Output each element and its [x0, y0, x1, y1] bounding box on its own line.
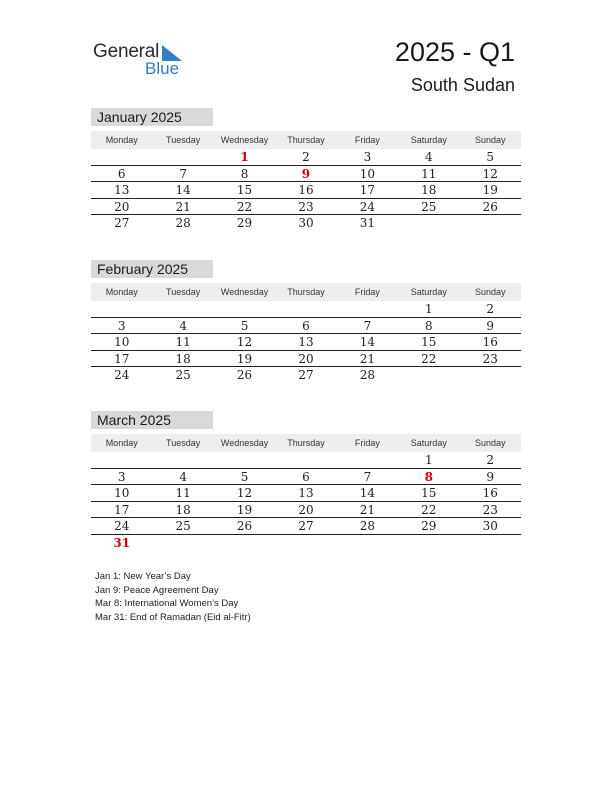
day-cell: 1	[425, 453, 433, 467]
holiday-entry: Jan 9: Peace Agreement Day	[95, 584, 219, 596]
weekday-label: Saturday	[410, 135, 447, 145]
weekday-label: Wednesday	[220, 135, 269, 145]
day-cell: 4	[179, 469, 187, 484]
day-cell: 11	[175, 486, 191, 500]
week-row	[91, 182, 521, 199]
weekday-header-row	[91, 283, 521, 301]
day-cell: 6	[302, 318, 310, 333]
day-cell: 25	[175, 368, 191, 382]
weekday-label: Monday	[105, 135, 138, 145]
day-cell: 8	[240, 166, 249, 181]
day-cell: 7	[179, 166, 187, 181]
day-cell: 28	[359, 519, 376, 533]
week-row	[91, 367, 521, 384]
weekday-label: Thursday	[287, 135, 325, 145]
empty-day-cell	[91, 149, 152, 165]
day-cell: 21	[359, 502, 376, 517]
weekday-label: Sunday	[474, 287, 506, 297]
day-cell: 26	[482, 199, 498, 214]
day-cell: 2	[486, 453, 495, 467]
empty-day-cell	[152, 535, 213, 552]
empty-day-cell	[275, 452, 336, 468]
day-cell: 12	[482, 166, 498, 181]
weekday-label: Saturday	[410, 438, 447, 448]
generalblue-logo	[93, 41, 193, 79]
week-row	[91, 166, 521, 183]
weekday-label: Tuesday	[166, 438, 201, 448]
weekday-label: Friday	[354, 287, 380, 297]
empty-day-cell	[398, 215, 459, 232]
week-row	[91, 215, 521, 232]
holiday-list	[95, 570, 251, 624]
day-cell: 22	[421, 502, 437, 517]
month-name: March 2025	[91, 411, 213, 429]
logo-general-text: General	[93, 41, 160, 62]
day-cell: 16	[298, 183, 314, 197]
day-cell: 30	[482, 519, 498, 533]
week-row	[91, 334, 521, 351]
day-cell: 13	[298, 335, 314, 349]
week-row	[91, 301, 521, 318]
empty-day-cell	[337, 535, 398, 552]
empty-day-cell	[275, 535, 336, 552]
empty-day-cell	[152, 149, 213, 165]
day-cell: 3	[363, 150, 372, 164]
empty-day-cell	[152, 301, 213, 317]
weekday-label: Thursday	[287, 438, 325, 448]
weekday-label: Sunday	[474, 135, 506, 145]
month-name: February 2025	[91, 260, 213, 278]
week-row	[91, 485, 521, 502]
weekday-label: Tuesday	[166, 135, 201, 145]
day-cell: 18	[421, 183, 437, 197]
empty-day-cell	[91, 301, 152, 317]
day-cell: 17	[114, 502, 130, 517]
weekday-label: Friday	[354, 135, 380, 145]
holiday-entry: Jan 1: New Year’s Day	[95, 571, 191, 582]
empty-day-cell	[337, 301, 398, 317]
empty-day-cell	[460, 535, 521, 552]
week-row	[91, 518, 521, 535]
day-cell: 12	[236, 335, 253, 349]
weekday-header-row	[91, 434, 521, 452]
day-cell: 5	[486, 150, 495, 164]
week-row	[91, 469, 521, 486]
day-cell: 27	[298, 368, 314, 382]
day-cell: 9	[486, 469, 495, 484]
country-subtitle: South Sudan	[410, 75, 515, 95]
weekday-label: Tuesday	[166, 287, 201, 297]
day-cell: 7	[363, 318, 372, 333]
day-cell: 3	[117, 318, 126, 333]
day-cell: 23	[482, 351, 498, 366]
empty-day-cell	[214, 535, 275, 552]
holiday-entry: Mar 31: End of Ramadan (Eid al-Fitr)	[95, 611, 251, 623]
day-cell: 23	[482, 502, 498, 517]
day-cell: 8	[425, 318, 433, 333]
empty-day-cell	[460, 215, 521, 232]
day-cell: 11	[421, 166, 437, 181]
day-cell: 17	[114, 351, 130, 366]
day-cell: 4	[179, 318, 187, 333]
day-cell: 24	[114, 368, 130, 382]
day-cell: 19	[236, 351, 253, 366]
month-january	[91, 108, 521, 232]
day-cell: 24	[114, 519, 130, 533]
day-cell: 20	[298, 502, 314, 517]
day-cell: 24	[359, 199, 376, 214]
day-cell: 26	[236, 519, 253, 533]
week-row	[91, 502, 521, 519]
weekday-label: Monday	[105, 438, 138, 448]
day-cell: 29	[236, 216, 253, 230]
day-cell: 29	[421, 519, 437, 533]
day-cell: 23	[298, 199, 314, 214]
day-cell: 2	[486, 302, 495, 316]
day-cell: 10	[359, 166, 376, 181]
month-march	[91, 411, 521, 551]
day-cell: 6	[117, 166, 126, 181]
empty-day-cell	[91, 452, 152, 468]
weekday-label: Wednesday	[220, 438, 269, 448]
day-cell: 27	[298, 519, 314, 533]
day-cell: 11	[175, 335, 191, 349]
day-cell: 16	[482, 335, 498, 349]
empty-day-cell	[214, 301, 275, 317]
day-cell: 21	[359, 351, 376, 366]
day-cell: 20	[114, 199, 130, 214]
week-row	[91, 318, 521, 335]
day-cell: 19	[482, 183, 498, 197]
empty-day-cell	[460, 367, 521, 384]
day-cell: 2	[302, 150, 310, 164]
week-row	[91, 199, 521, 216]
day-cell: 18	[175, 351, 191, 366]
day-cell: 25	[175, 519, 191, 533]
day-cell: 31	[359, 216, 376, 230]
day-cell: 25	[421, 199, 437, 214]
week-row	[91, 149, 521, 166]
day-cell: 1	[425, 302, 433, 316]
weekday-header-row	[91, 131, 521, 149]
week-row	[91, 535, 521, 552]
weekday-label: Thursday	[287, 287, 325, 297]
day-cell: 6	[302, 469, 310, 484]
day-cell: 20	[298, 351, 314, 366]
day-cell: 9	[301, 166, 311, 181]
day-cell: 13	[114, 183, 130, 197]
day-cell: 7	[363, 469, 372, 484]
day-cell: 12	[236, 486, 253, 500]
day-cell: 5	[240, 469, 249, 484]
day-cell: 28	[359, 368, 376, 382]
day-cell: 14	[359, 486, 376, 500]
day-cell: 28	[175, 216, 191, 230]
day-cell: 13	[298, 486, 314, 500]
empty-day-cell	[398, 535, 459, 552]
empty-day-cell	[275, 301, 336, 317]
weekday-label: Sunday	[474, 438, 506, 448]
day-cell: 30	[298, 216, 314, 230]
day-cell: 10	[114, 335, 130, 349]
day-cell: 27	[114, 216, 130, 230]
day-cell: 16	[482, 486, 498, 500]
day-cell: 8	[424, 469, 433, 484]
day-cell: 18	[175, 502, 191, 517]
day-cell: 14	[359, 335, 376, 349]
month-name: January 2025	[91, 108, 213, 126]
week-row	[91, 351, 521, 368]
day-cell: 15	[236, 183, 253, 197]
empty-day-cell	[152, 452, 213, 468]
day-cell: 14	[175, 183, 191, 197]
day-cell: 17	[359, 183, 376, 197]
day-cell: 5	[240, 318, 249, 333]
day-cell: 21	[175, 199, 191, 214]
day-cell: 9	[486, 318, 495, 333]
day-cell: 4	[425, 150, 433, 164]
day-cell: 31	[113, 535, 131, 550]
weekday-label: Monday	[105, 287, 138, 297]
logo-blue-text: Blue	[145, 59, 180, 78]
day-cell: 15	[421, 486, 437, 500]
week-row	[91, 452, 521, 469]
page-title: 2025 - Q1	[394, 37, 515, 67]
holiday-entry: Mar 8: International Women’s Day	[95, 598, 239, 609]
weekday-label: Wednesday	[220, 287, 269, 297]
day-cell: 10	[114, 486, 130, 500]
empty-day-cell	[398, 367, 459, 384]
day-cell: 15	[421, 335, 437, 349]
empty-day-cell	[214, 452, 275, 468]
day-cell: 22	[236, 199, 253, 214]
day-cell: 3	[117, 469, 126, 484]
day-cell: 26	[236, 368, 253, 382]
weekday-label: Saturday	[410, 287, 447, 297]
day-cell: 19	[236, 502, 253, 517]
day-cell: 1	[240, 150, 249, 164]
day-cell: 22	[421, 351, 437, 366]
empty-day-cell	[337, 452, 398, 468]
month-february	[91, 260, 521, 384]
weekday-label: Friday	[354, 438, 380, 448]
